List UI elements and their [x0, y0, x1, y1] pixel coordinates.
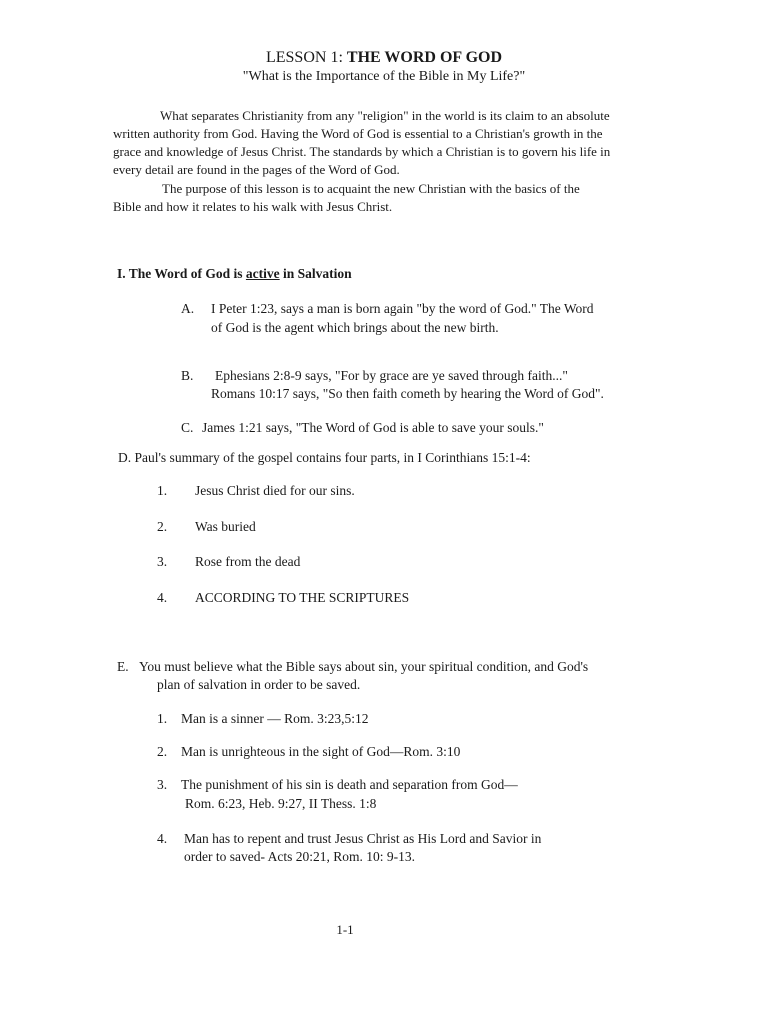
item-b-label: B. — [181, 368, 194, 383]
item-e-line: You must believe what the Bible says about sin, your spiritual condition, and God's — [139, 659, 589, 674]
item-d-text: D. Paul's summary of the gospel contains four parts, in I Corinthians 15:1-4: — [118, 450, 531, 465]
gospel-number: 3. — [157, 554, 168, 569]
intro-line: every detail are found in the pages of the Word of God. — [113, 162, 400, 177]
gospel-number: 4. — [157, 590, 168, 605]
item-c-text: James 1:21 says, "The Word of God is able to save your souls." — [202, 420, 544, 435]
truth-number: 4. — [157, 831, 168, 846]
item-b-line: Ephesians 2:8-9 says, "For by grace are ye saved through faith..." — [215, 368, 568, 383]
truth-item: Rom. 6:23, Heb. 9:27, II Thess. 1:8 — [185, 796, 377, 811]
section-heading-before: I. The Word of God is — [117, 266, 246, 281]
gospel-number: 1. — [157, 483, 168, 498]
intro-line: grace and knowledge of Jesus Christ. The standards by which a Christian is to govern his life in — [113, 144, 611, 159]
item-e-label: E. — [117, 659, 129, 674]
page-subtitle: "What is the Importance of the Bible in My Life?" — [242, 69, 526, 84]
item-a-line: I Peter 1:23, says a man is born again "by the word of God." The Word — [211, 301, 594, 316]
truth-item: Man is unrighteous in the sight of God—Rom. 3:10 — [181, 744, 461, 759]
gospel-item: Rose from the dead — [195, 554, 301, 569]
truth-item: Man is a sinner — Rom. 3:23,5:12 — [181, 711, 369, 726]
intro-line: What separates Christianity from any "religion" in the world is its claim to an absolute — [160, 108, 610, 123]
intro-line: Bible and how it relates to his walk with Jesus Christ. — [113, 199, 393, 214]
intro-line: The purpose of this lesson is to acquaint the new Christian with the basics of the — [162, 181, 580, 196]
truth-number: 3. — [157, 777, 168, 792]
truth-number: 1. — [157, 711, 168, 726]
truth-item: order to saved- Acts 20:21, Rom. 10: 9-13. — [184, 849, 415, 864]
truth-number: 2. — [157, 744, 168, 759]
item-e-line: plan of salvation in order to be saved. — [157, 677, 361, 692]
intro-line: written authority from God. Having the Word of God is essential to a Christian's growth in the — [113, 126, 603, 141]
truth-item: The punishment of his sin is death and separation from God— — [181, 777, 518, 792]
page-title — [0, 49, 768, 67]
item-b-line: Romans 10:17 says, "So then faith cometh by hearing the Word of God". — [211, 386, 604, 401]
truth-item: Man has to repent and trust Jesus Christ as His Lord and Savior in — [184, 831, 542, 846]
gospel-item: ACCORDING TO THE SCRIPTURES — [195, 590, 410, 605]
gospel-number: 2. — [157, 519, 168, 534]
page-number: 1-1 — [336, 922, 354, 937]
item-c-label: C. — [181, 420, 194, 435]
title-prefix: LESSON 1: — [265, 49, 347, 66]
item-a-line: of God is the agent which brings about the new birth. — [211, 320, 499, 335]
title-main: THE WORD OF GOD — [346, 49, 503, 66]
section-heading — [117, 266, 352, 282]
gospel-item: Was buried — [195, 519, 256, 534]
item-a-label: A. — [181, 301, 195, 316]
gospel-item: Jesus Christ died for our sins. — [195, 483, 355, 498]
section-heading-emphasis: active — [245, 266, 280, 281]
section-heading-after: in Salvation — [279, 266, 352, 281]
